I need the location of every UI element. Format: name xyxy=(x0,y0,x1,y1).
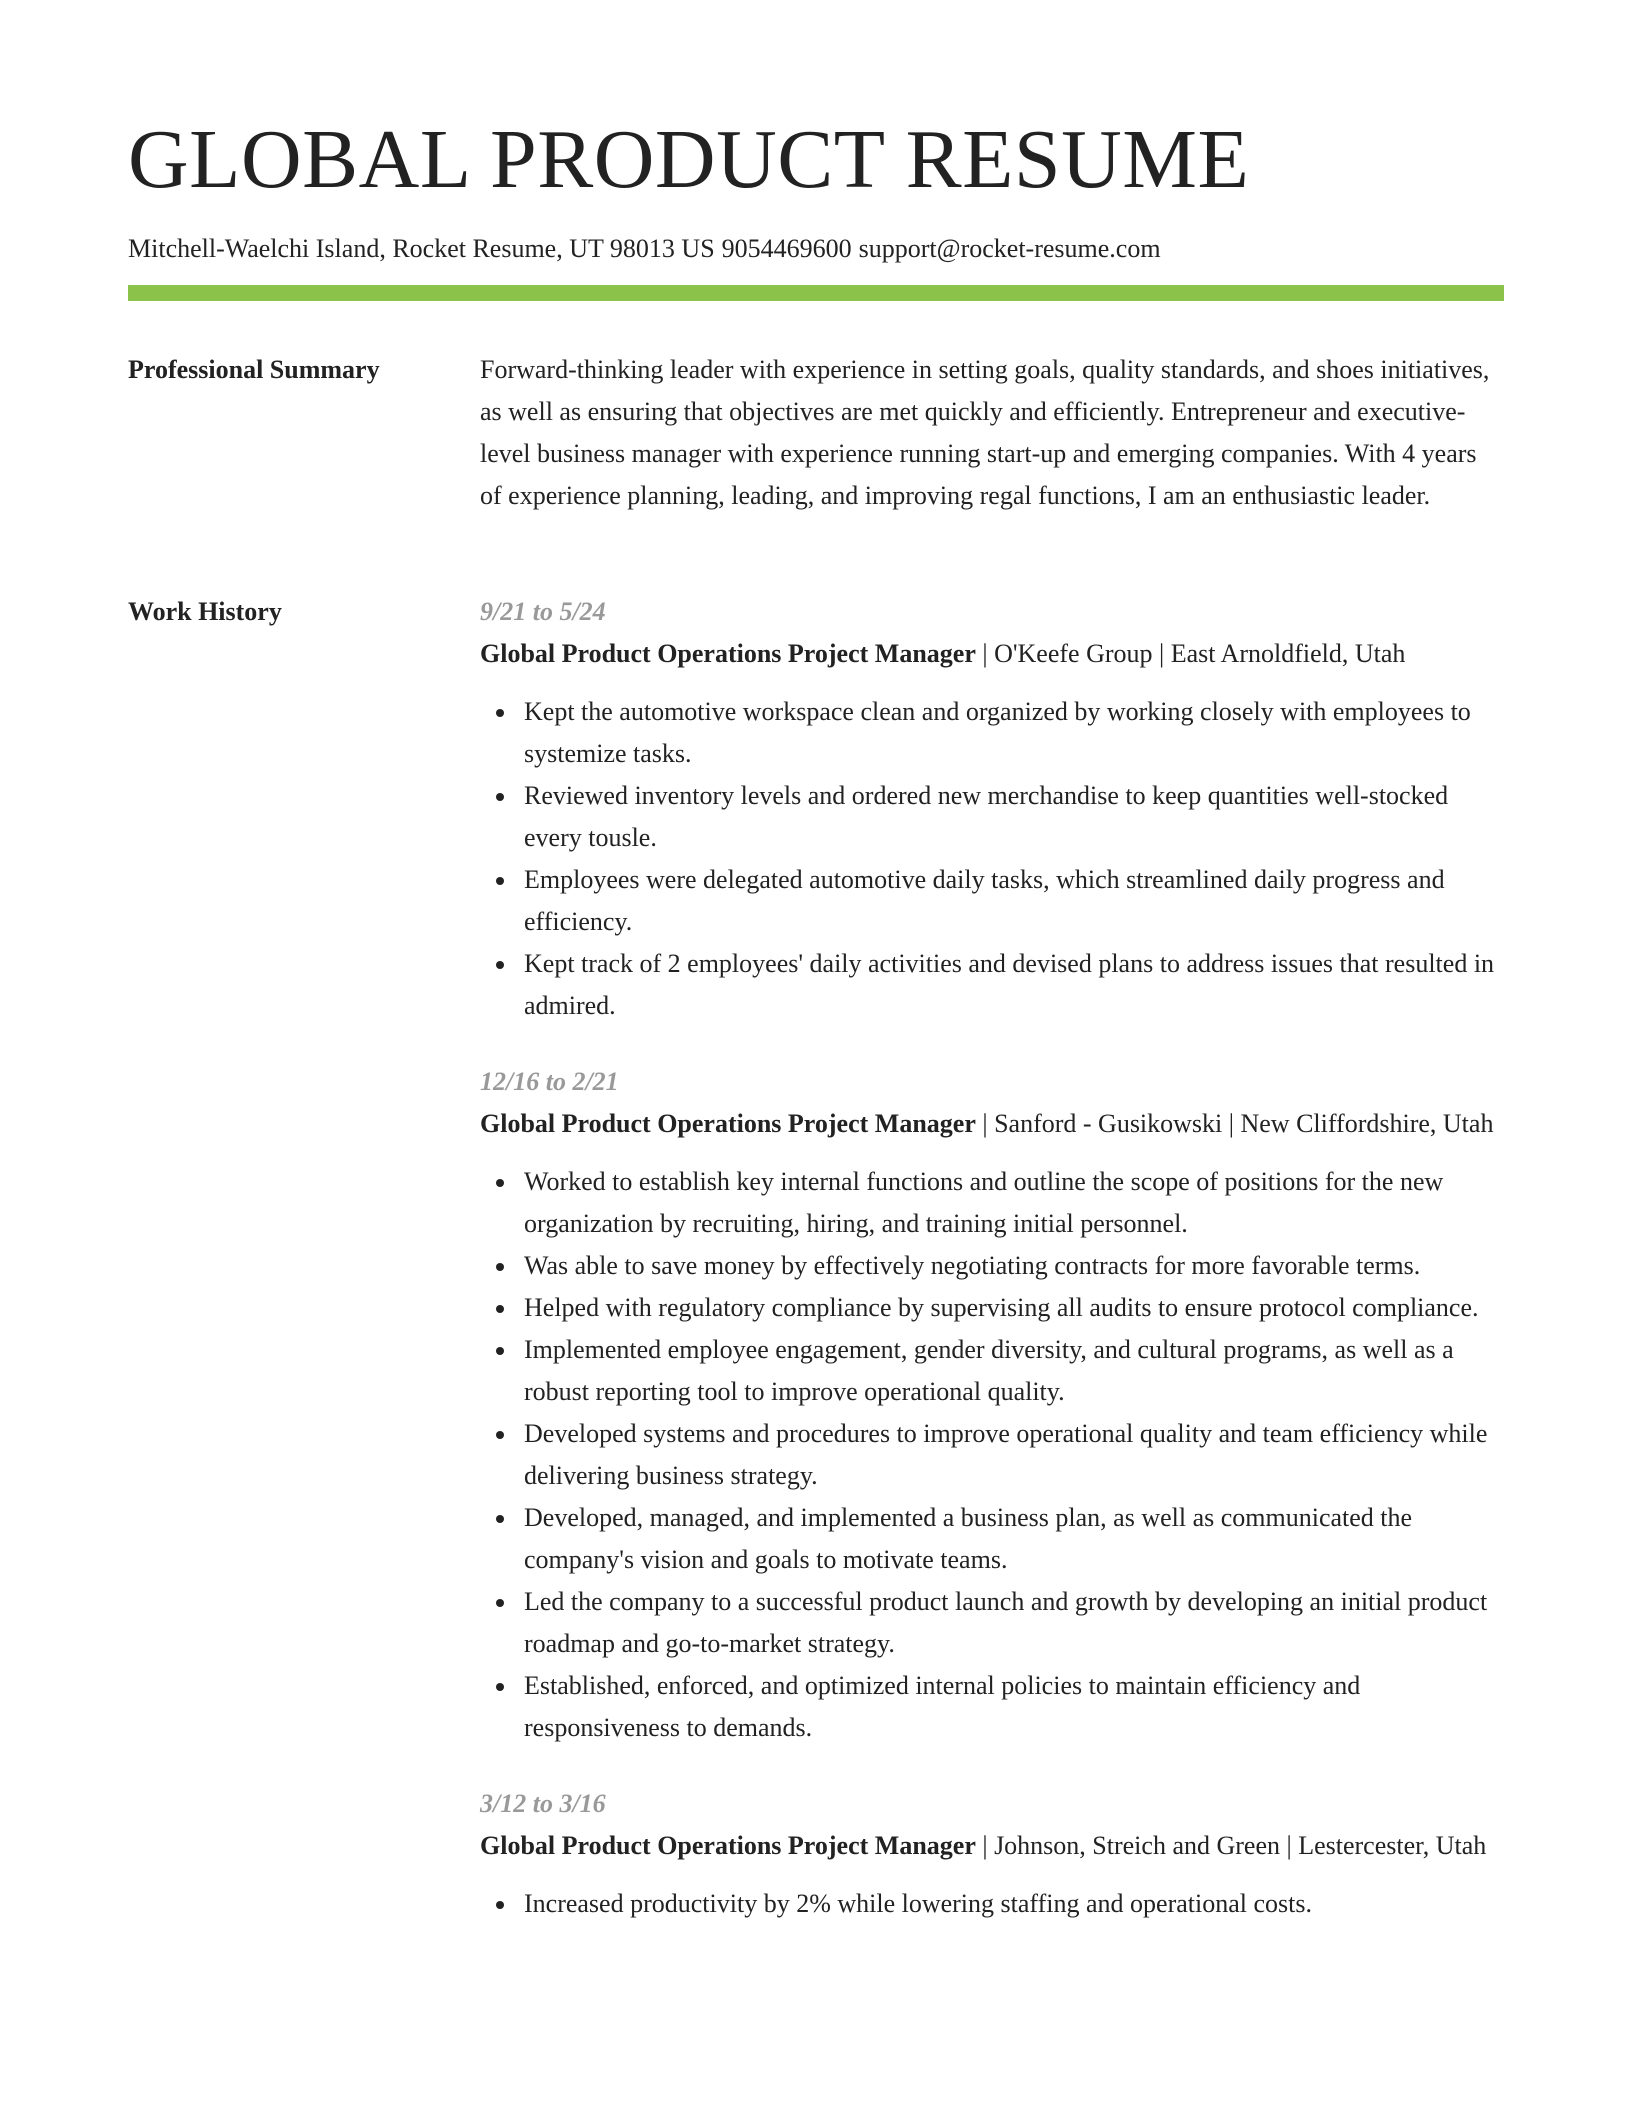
job-bullet: Helped with regulatory compliance by supervising all audits to ensure protocol compliance. xyxy=(524,1287,1504,1329)
work-history-section-label: Work History xyxy=(128,597,282,626)
job-heading xyxy=(480,633,1504,675)
job-bullet: Developed, managed, and implemented a business plan, as well as communicated the company's vision and goals to motivate teams. xyxy=(524,1497,1504,1581)
contact-phone: 9054469600 xyxy=(721,234,852,263)
job-details: | O'Keefe Group | East Arnoldfield, Utah xyxy=(975,639,1406,668)
job-bullet: Reviewed inventory levels and ordered new merchandise to keep quantities well-stocked every tousle. xyxy=(524,775,1504,859)
contact-email: support@rocket-resume.com xyxy=(858,234,1161,263)
header-divider xyxy=(128,285,1504,301)
job-dates: 12/16 to 2/21 xyxy=(480,1067,619,1096)
resume-title: GLOBAL PRODUCT RESUME xyxy=(128,113,1250,206)
job-heading xyxy=(480,1103,1504,1145)
job-bullet: Increased productivity by 2% while lowering staffing and operational costs. xyxy=(524,1883,1504,1925)
job-dates: 3/12 to 3/16 xyxy=(480,1789,606,1818)
job-bullet: Worked to establish key internal functions and outline the scope of positions for the new organization by recruiting, hiring, and training initial personnel. xyxy=(524,1161,1504,1245)
job-title: Global Product Operations Project Manager xyxy=(480,1109,976,1138)
job-bullet: Established, enforced, and optimized internal policies to maintain efficiency and responsiveness to demands. xyxy=(524,1665,1504,1749)
summary-text: Forward-thinking leader with experience in setting goals, quality standards, and shoes initiatives, as well as ensuring that objectives are met quickly and efficiently. Entrepreneur and executive-level business manager with experience running start-up and emerging companies. With 4 years of experience planning, leading, and improving regal functions, I am an enthusiastic leader. xyxy=(480,355,1490,510)
job-bullet: Was able to save money by effectively negotiating contracts for more favorable terms. xyxy=(524,1245,1504,1287)
job-entry xyxy=(480,1061,1504,1749)
job-entry xyxy=(480,1783,1504,1925)
job-details: | Sanford - Gusikowski | New Cliffordshire, Utah xyxy=(975,1109,1494,1138)
job-bullet-list xyxy=(480,1161,1504,1749)
job-bullet: Kept track of 2 employees' daily activities and devised plans to address issues that resulted in admired. xyxy=(524,943,1504,1027)
contact-address: Mitchell-Waelchi Island, Rocket Resume, UT 98013 US xyxy=(128,234,715,263)
job-details: | Johnson, Streich and Green | Lestercester, Utah xyxy=(975,1831,1487,1860)
job-bullet: Employees were delegated automotive daily tasks, which streamlined daily progress and efficiency. xyxy=(524,859,1504,943)
job-bullet: Led the company to a successful product launch and growth by developing an initial product roadmap and go-to-market strategy. xyxy=(524,1581,1504,1665)
job-bullet-list xyxy=(480,1883,1504,1925)
job-bullet-list xyxy=(480,691,1504,1027)
job-title: Global Product Operations Project Manager xyxy=(480,639,976,668)
job-title: Global Product Operations Project Manager xyxy=(480,1831,976,1860)
work-history-section xyxy=(480,591,1504,1959)
summary-section-label: Professional Summary xyxy=(128,355,380,384)
job-heading xyxy=(480,1825,1504,1867)
job-dates: 9/21 to 5/24 xyxy=(480,597,606,626)
job-entry xyxy=(480,591,1504,1027)
job-bullet: Developed systems and procedures to improve operational quality and team efficiency while delivering business strategy. xyxy=(524,1413,1504,1497)
summary-section xyxy=(480,349,1504,517)
job-bullet: Implemented employee engagement, gender diversity, and cultural programs, as well as a robust reporting tool to improve operational quality. xyxy=(524,1329,1504,1413)
job-bullet: Kept the automotive workspace clean and organized by working closely with employees to systemize tasks. xyxy=(524,691,1504,775)
contact-line xyxy=(128,232,1161,266)
